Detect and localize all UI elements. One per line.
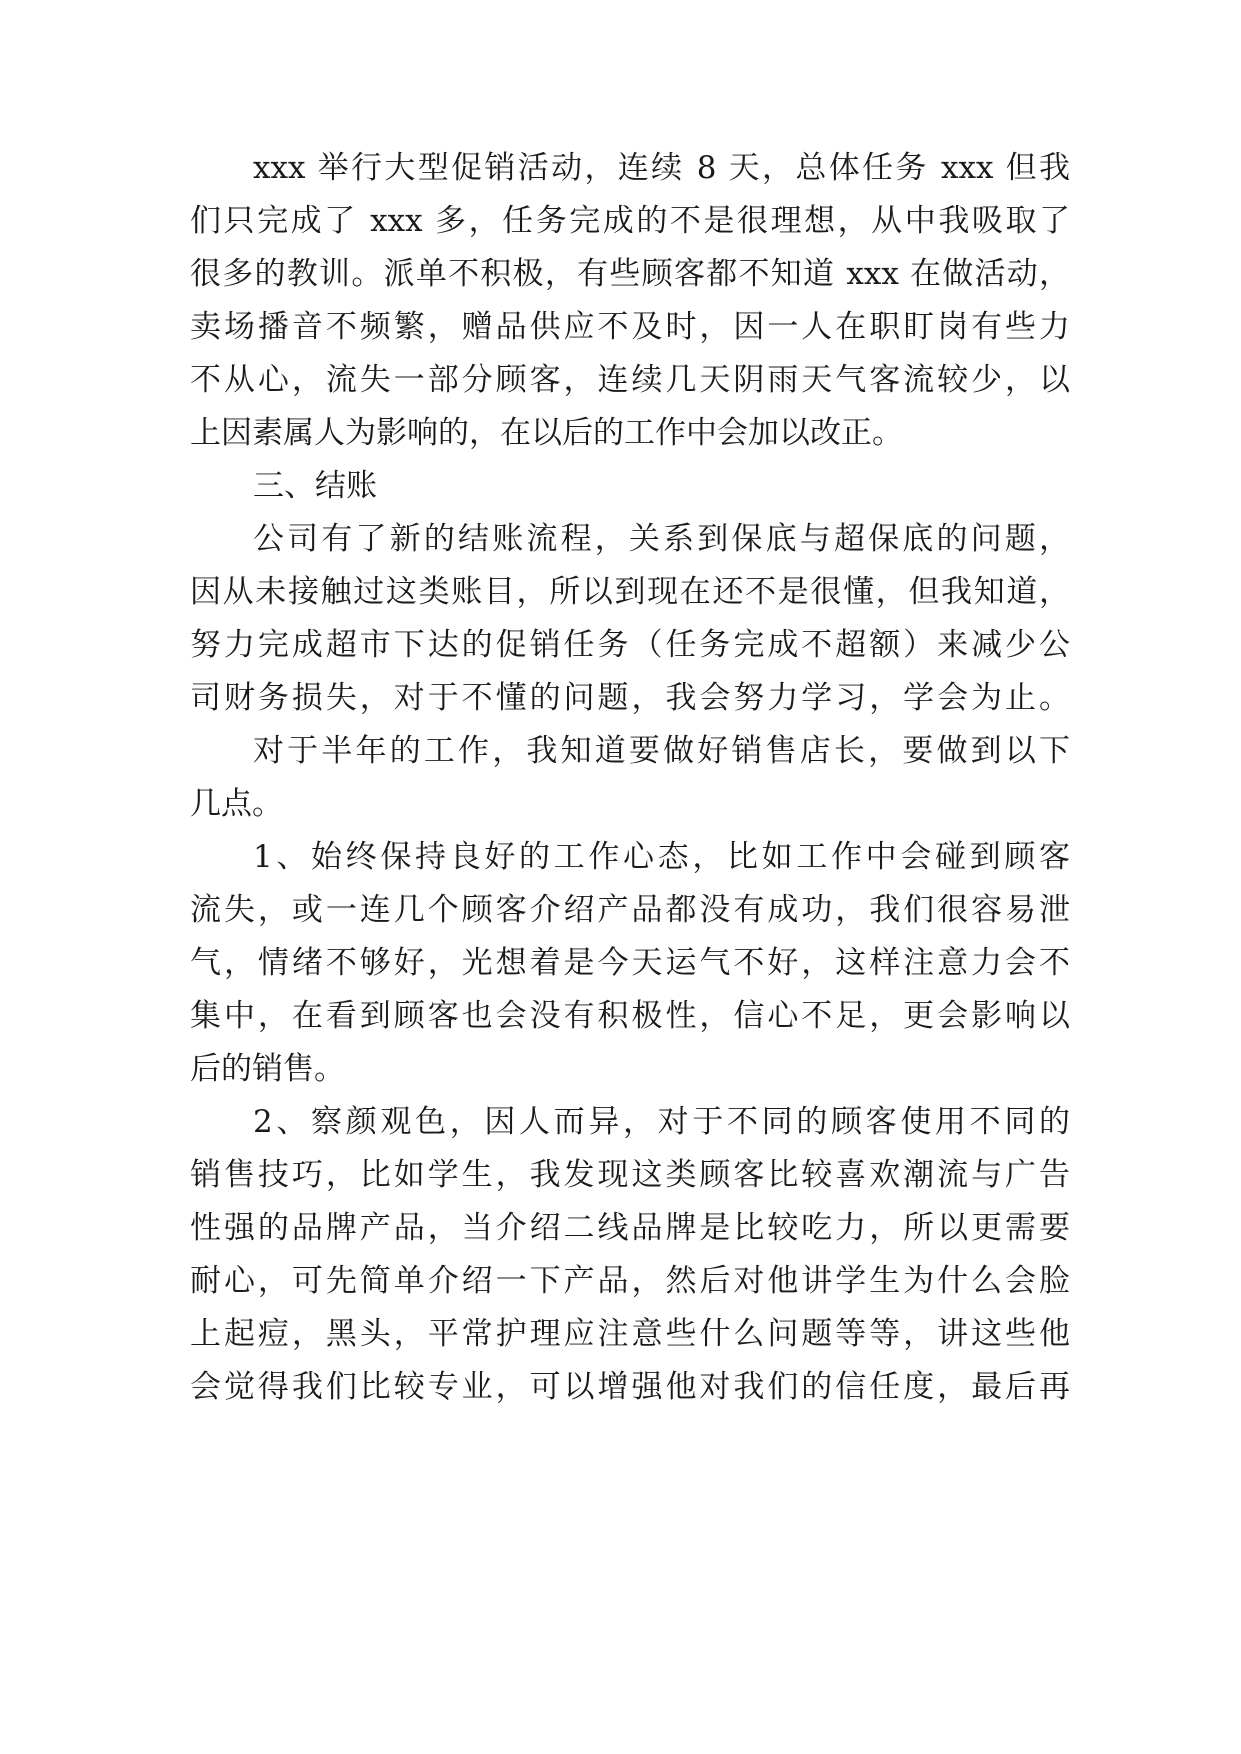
- paragraph-line: 对于半年的工作，我知道要做好销售店长，要做到以下: [253, 733, 1070, 769]
- paragraph-line: 因从未接触过这类账目，所以到现在还不是很懂，但我知道，: [190, 574, 1070, 610]
- paragraph-line: 们只完成了 xxx 多，任务完成的不是很理想，从中我吸取了: [190, 203, 1070, 239]
- list-item-line: 耐心，可先简单介绍一下产品，然后对他讲学生为什么会脸: [190, 1263, 1070, 1299]
- list-item-line: 集中，在看到顾客也会没有积极性，信心不足，更会影响以: [190, 998, 1070, 1034]
- list-item-line: 会觉得我们比较专业，可以增强他对我们的信任度，最后再: [190, 1369, 1070, 1405]
- list-item-line: 后的销售。: [190, 1051, 345, 1087]
- paragraph-line: 努力完成超市下达的促销任务（任务完成不超额）来减少公: [190, 627, 1070, 663]
- list-item-line: 2、察颜观色，因人而异，对于不同的顾客使用不同的: [253, 1104, 1070, 1140]
- paragraph-line: 上因素属人为影响的，在以后的工作中会加以改正。: [190, 415, 903, 451]
- paragraph-line: 不从心，流失一部分顾客，连续几天阴雨天气客流较少，以: [190, 362, 1070, 398]
- list-item-line: 上起痘，黑头，平常护理应注意些什么问题等等，讲这些他: [190, 1316, 1070, 1352]
- paragraph-line: 公司有了新的结账流程，关系到保底与超保底的问题，: [253, 521, 1070, 557]
- list-item-line: 性强的品牌产品，当介绍二线品牌是比较吃力，所以更需要: [190, 1210, 1070, 1246]
- list-item-line: 气，情绪不够好，光想着是今天运气不好，这样注意力会不: [190, 945, 1070, 981]
- list-item-line: 销售技巧，比如学生，我发现这类顾客比较喜欢潮流与广告: [190, 1157, 1070, 1193]
- paragraph-line: xxx 举行大型促销活动，连续 8 天，总体任务 xxx 但我: [253, 150, 1070, 186]
- paragraph-line: 卖场播音不频繁，赠品供应不及时，因一人在职盯岗有些力: [190, 309, 1070, 345]
- paragraph-line: 司财务损失，对于不懂的问题，我会努力学习，学会为止。: [190, 680, 1070, 716]
- list-item-line: 流失，或一连几个顾客介绍产品都没有成功，我们很容易泄: [190, 892, 1070, 928]
- paragraph-line: 很多的教训。派单不积极，有些顾客都不知道 xxx 在做活动，: [190, 256, 1070, 292]
- paragraph-line: 几点。: [190, 786, 283, 822]
- section-heading: 三、结账: [253, 468, 377, 504]
- list-item-line: 1、始终保持良好的工作心态，比如工作中会碰到顾客: [253, 839, 1070, 875]
